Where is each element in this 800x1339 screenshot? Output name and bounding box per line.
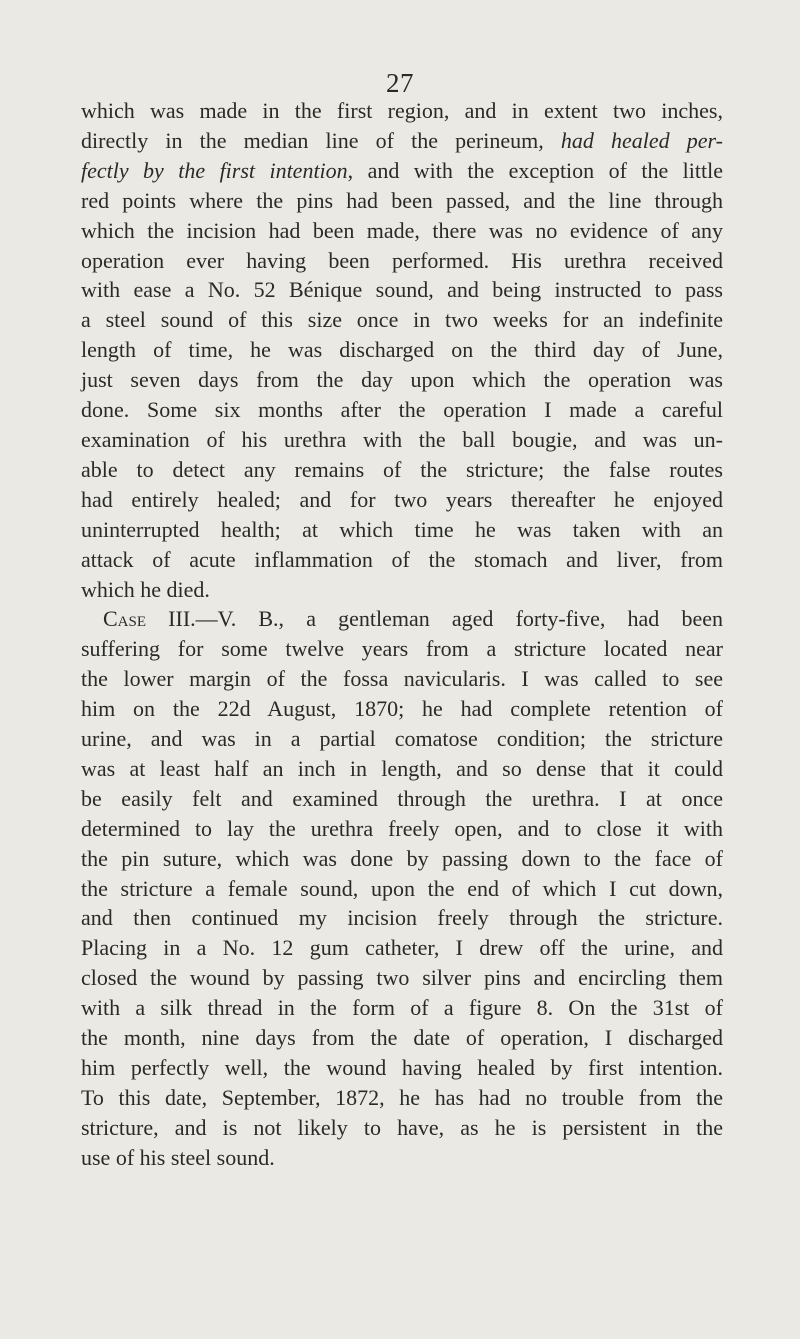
text-line: Placing in a No. 12 gum catheter, I drew off the urine, and [81, 935, 723, 961]
page-number: 27 [386, 68, 414, 98]
text-line: Case III.—V. B., a gentleman aged forty-five, had been [103, 606, 723, 632]
text-line: closed the wound by passing two silver pins and encircling them [81, 965, 723, 991]
text-line: was at least half an inch in length, and so dense that it could [81, 755, 723, 781]
body-text [81, 96, 723, 1173]
text-line: suffering for some twelve years from a stricture located near [81, 636, 723, 662]
italic-phrase: fectly by the first intention [81, 157, 348, 183]
text-line: him on the 22d August, 1870; he had complete retention of [81, 696, 723, 722]
text-line: To this date, September, 1872, he has had no trouble from the [81, 1084, 723, 1110]
text-line: him perfectly well, the wound having healed by first intention. [81, 1055, 723, 1080]
text-line: the stricture a female sound, upon the end of which I cut down, [81, 875, 723, 901]
paragraph-case-three [81, 604, 723, 1172]
case-label: Case III. [103, 606, 196, 632]
text-line: just seven days from the day upon which the operation was [81, 367, 723, 393]
text-line: the month, nine days from the date of operation, I discharged [81, 1025, 723, 1051]
text-line: with ease a No. 52 Bénique sound, and being instructed to pass [81, 277, 723, 303]
text-line: and then continued my incision freely through the stricture. [81, 905, 723, 931]
text-line: which he died. [81, 576, 210, 602]
text-line: determined to lay the urethra freely open, and to close it with [81, 815, 723, 841]
text-line: attack of acute inflammation of the stomach and liver, from [81, 546, 723, 572]
text-line: be easily felt and examined through the urethra. I at once [81, 785, 723, 811]
text-line: which the incision had been made, there was no evidence of any [81, 217, 723, 243]
text-line: the pin suture, which was done by passing down to the face of [81, 845, 723, 871]
text-line: operation ever having been performed. His urethra received [81, 247, 723, 273]
text-line: examination of his urethra with the ball bougie, and was un- [81, 426, 723, 452]
text-line: which was made in the first region, and in extent two inches, [81, 98, 723, 123]
text-line: able to detect any remains of the stricture; the false routes [81, 456, 723, 482]
text-line: a steel sound of this size once in two weeks for an indefinite [81, 307, 723, 333]
text-line: the lower margin of the fossa navicularis. I was called to see [81, 666, 723, 692]
text-line: done. Some six months after the operation I made a careful [81, 397, 723, 423]
italic-phrase: had healed per- [560, 127, 723, 153]
paragraph-case-two-conclusion [81, 96, 723, 604]
text-line: fectly by the first intention, and with the exception of the little [81, 157, 723, 183]
text-line: stricture, and is not likely to have, as he is persistent in the [81, 1114, 723, 1140]
text-line: length of time, he was discharged on the third day of June, [81, 337, 723, 363]
text-line: urine, and was in a partial comatose condition; the stricture [81, 726, 723, 752]
text-line: uninterrupted health; at which time he was taken with an [81, 516, 723, 542]
text-line: directly in the median line of the perineum, had healed per- [81, 127, 723, 153]
text-line: had entirely healed; and for two years thereafter he enjoyed [81, 486, 723, 512]
text-line: with a silk thread in the form of a figure 8. On the 31st of [81, 995, 723, 1021]
text-line: use of his steel sound. [81, 1144, 275, 1170]
text-line: red points where the pins had been passed, and the line through [81, 187, 723, 213]
